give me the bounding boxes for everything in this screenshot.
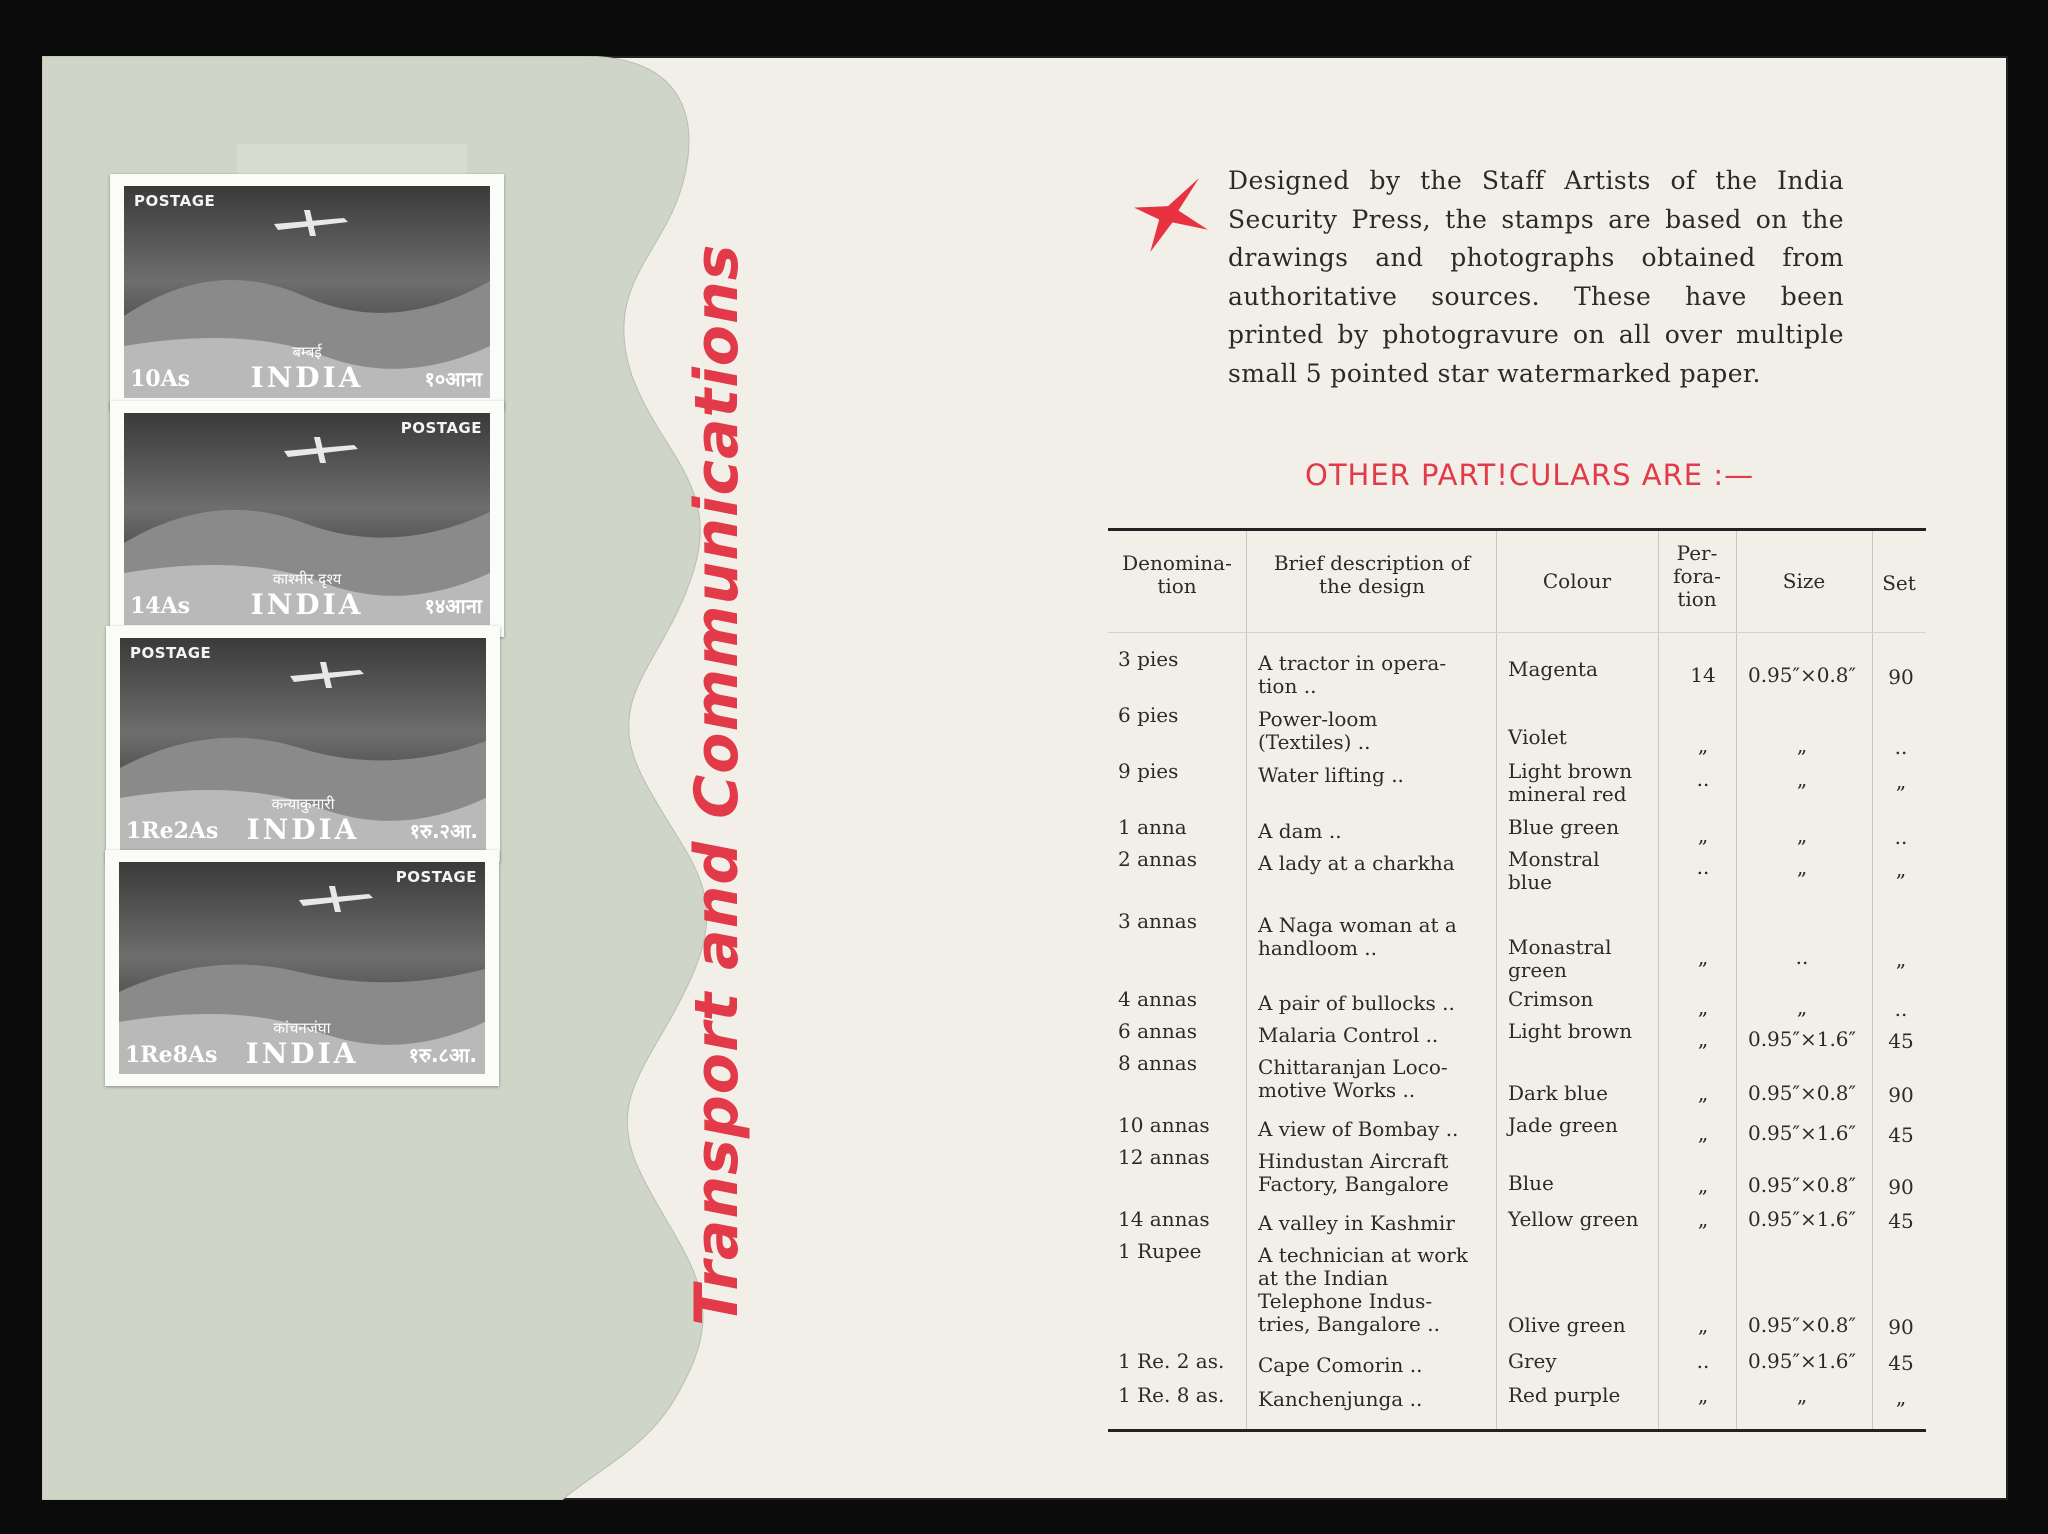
column-divider [1658, 531, 1659, 1429]
red-star-icon [1134, 178, 1208, 252]
cell-perforation: „ [1697, 1313, 1709, 1337]
left-page [42, 56, 1032, 1500]
cell-set: 90 [1888, 1315, 1914, 1339]
stamp-country: INDIA [250, 588, 364, 621]
cell-set: „ [1895, 947, 1907, 971]
cell-denomination: 6 annas [1118, 1019, 1197, 1043]
cell-colour: Crimson [1508, 987, 1594, 1011]
column-divider [1246, 531, 1247, 1429]
cell-size: 0.95″×1.6″ [1747, 1207, 1857, 1231]
cell-size: .. [1795, 945, 1809, 969]
cell-description: Water lifting .. [1258, 763, 1404, 787]
cell-denomination: 1 Rupee [1118, 1239, 1202, 1263]
cell-perforation: „ [1697, 733, 1709, 757]
cell-description: Chittaranjan Loco- motive Works .. [1258, 1055, 1448, 1102]
cell-perforation: .. [1696, 767, 1710, 791]
header-perforation: Per- fora- tion [1673, 541, 1721, 611]
cell-perforation: „ [1697, 1383, 1709, 1407]
cell-set: 45 [1888, 1029, 1914, 1053]
cell-description: Power-loom (Textiles) .. [1258, 707, 1378, 754]
stamp-denomination: 1Re2As [126, 818, 219, 844]
stamp-country: INDIA [250, 361, 364, 394]
cell-colour: Blue [1508, 1171, 1554, 1195]
cell-size: 0.95″×1.6″ [1747, 1121, 1857, 1145]
cell-colour: Dark blue [1508, 1081, 1608, 1105]
cell-set: 90 [1888, 665, 1914, 689]
stamp-hindi-value: १रु.२आ. [409, 819, 478, 843]
cell-denomination: 4 annas [1118, 987, 1197, 1011]
cell-description: A lady at a charkha [1258, 851, 1455, 875]
cell-colour: Monastral green [1508, 935, 1612, 982]
cell-denomination: 6 pies [1118, 703, 1179, 727]
cell-description: Malaria Control .. [1258, 1023, 1439, 1047]
stamp-image [119, 862, 485, 1074]
stamp-place-label: कन्याकुमारी [271, 795, 335, 813]
header-denomination: Denomina- tion [1122, 551, 1232, 598]
cell-description: A pair of bullocks .. [1258, 991, 1455, 1015]
stamp-postage-label: POSTAGE [395, 868, 477, 886]
cell-size: „ [1796, 767, 1808, 791]
stamp-1 [110, 174, 504, 410]
cell-perforation: „ [1697, 1081, 1709, 1105]
cell-perforation: 14 [1690, 663, 1716, 687]
cell-denomination: 1 Re. 8 as. [1118, 1383, 1225, 1407]
cell-perforation: „ [1697, 823, 1709, 847]
stamp-denomination: 14As [130, 593, 191, 619]
cell-colour: Olive green [1508, 1313, 1626, 1337]
cell-perforation: „ [1697, 1121, 1709, 1145]
cell-colour: Yellow green [1508, 1207, 1639, 1231]
cell-description: A view of Bombay .. [1258, 1117, 1459, 1141]
cell-size: „ [1796, 855, 1808, 879]
cell-colour: Grey [1508, 1349, 1557, 1373]
stamp-place-label: बम्बई [292, 343, 322, 361]
cell-set: .. [1894, 735, 1908, 759]
cell-set: 45 [1888, 1123, 1914, 1147]
cell-colour: Jade green [1508, 1113, 1618, 1137]
stamp-postage-label: POSTAGE [400, 419, 482, 437]
cell-description: A dam .. [1258, 819, 1342, 843]
stamp-4 [105, 850, 499, 1086]
cell-size: „ [1796, 823, 1808, 847]
cell-denomination: 14 annas [1118, 1207, 1210, 1231]
cell-colour: Red purple [1508, 1383, 1621, 1407]
cell-colour: Monstral blue [1508, 847, 1600, 894]
cell-colour: Blue green [1508, 815, 1620, 839]
cell-denomination: 10 annas [1118, 1113, 1210, 1137]
stamp-denomination: 10As [130, 366, 191, 392]
cell-set: 90 [1888, 1083, 1914, 1107]
cell-perforation: „ [1697, 995, 1709, 1019]
cell-set: „ [1895, 857, 1907, 881]
stamp-country: INDIA [245, 1037, 359, 1070]
cell-description: A Naga woman at a handloom .. [1258, 913, 1457, 960]
cell-size: „ [1796, 733, 1808, 757]
cell-size: 0.95″×0.8″ [1747, 1081, 1857, 1105]
cell-size: 0.95″×1.6″ [1747, 1349, 1857, 1373]
stamp-denomination: 1Re8As [125, 1042, 218, 1068]
cell-description: A tractor in opera- tion .. [1258, 651, 1447, 698]
cell-colour: Light brown mineral red [1508, 759, 1633, 806]
cell-colour: Violet [1508, 725, 1567, 749]
stamp-hindi-value: १४आना [424, 594, 482, 618]
cell-size: 0.95″×0.8″ [1747, 663, 1857, 687]
stamp-image [124, 186, 490, 398]
stamp-place-label: काश्मीर दृश्य [272, 570, 342, 588]
cell-size: 0.95″×1.6″ [1747, 1027, 1857, 1051]
cell-set: .. [1894, 997, 1908, 1021]
particulars-table [1108, 528, 1926, 1432]
cell-denomination: 1 Re. 2 as. [1118, 1349, 1225, 1373]
stamp-hindi-value: १०आना [424, 367, 482, 391]
cell-description: Hindustan Aircraft Factory, Bangalore [1258, 1149, 1449, 1196]
cell-denomination: 12 annas [1118, 1145, 1210, 1169]
stamp-image [124, 413, 490, 625]
cell-set: „ [1895, 1385, 1907, 1409]
cell-perforation: .. [1696, 1349, 1710, 1373]
header-description: Brief description of the design [1273, 551, 1471, 598]
cell-size: „ [1796, 995, 1808, 1019]
column-divider [1496, 531, 1497, 1429]
header-colour: Colour [1542, 569, 1612, 593]
cell-set: 45 [1888, 1351, 1914, 1375]
cell-description: Cape Comorin .. [1258, 1353, 1423, 1377]
cell-size: 0.95″×0.8″ [1747, 1173, 1857, 1197]
stamp-postage-label: POSTAGE [130, 644, 212, 662]
cell-set: .. [1894, 825, 1908, 849]
particulars-heading: OTHER PART!CULARS ARE :— [1305, 458, 1755, 492]
intro-paragraph: Designed by the Staff Artists of the India Security Press, the stamps are based on the drawings and photographs obtained from authoritative sources. These have been printed by photogravure on all over multiple small 5 pointed star watermarked paper. [1228, 166, 1844, 388]
cell-description: A technician at work at the Indian Telephone Indus- tries, Bangalore .. [1258, 1243, 1468, 1336]
stamp-country: INDIA [246, 813, 360, 846]
stamp-hindi-value: १रु.८आ. [408, 1043, 477, 1067]
cell-perforation: „ [1697, 945, 1709, 969]
stamp-2 [110, 401, 504, 637]
cell-description: Kanchenjunga .. [1258, 1387, 1423, 1411]
cell-denomination: 8 annas [1118, 1051, 1197, 1075]
cell-set: 45 [1888, 1209, 1914, 1233]
cell-colour: Magenta [1508, 657, 1598, 681]
header-set: Set [1882, 571, 1916, 595]
table-bottom-rule [1108, 1429, 1926, 1432]
cell-perforation: .. [1696, 855, 1710, 879]
cell-description: A valley in Kashmir [1258, 1211, 1455, 1235]
column-divider [1872, 531, 1873, 1429]
header-divider [1108, 632, 1926, 633]
cell-size: „ [1796, 1383, 1808, 1407]
cell-perforation: „ [1697, 1207, 1709, 1231]
cell-denomination: 1 anna [1118, 815, 1187, 839]
header-size: Size [1782, 569, 1826, 593]
cell-size: 0.95″×0.8″ [1747, 1313, 1857, 1337]
vertical-title: Transport and Communications [682, 243, 752, 1326]
stamp-3 [106, 626, 500, 862]
stamp-image [120, 638, 486, 850]
stamp-place-label: कांचनजंघा [273, 1019, 331, 1037]
cell-perforation: „ [1697, 1027, 1709, 1051]
cell-colour: Light brown [1508, 1019, 1633, 1043]
stamp-postage-label: POSTAGE [134, 192, 216, 210]
cell-perforation: „ [1697, 1173, 1709, 1197]
cell-set: „ [1895, 769, 1907, 793]
cell-denomination: 9 pies [1118, 759, 1179, 783]
cell-denomination: 3 pies [1118, 647, 1179, 671]
cell-denomination: 3 annas [1118, 909, 1197, 933]
table-top-rule [1108, 528, 1926, 531]
cell-denomination: 2 annas [1118, 847, 1197, 871]
cell-set: 90 [1888, 1175, 1914, 1199]
